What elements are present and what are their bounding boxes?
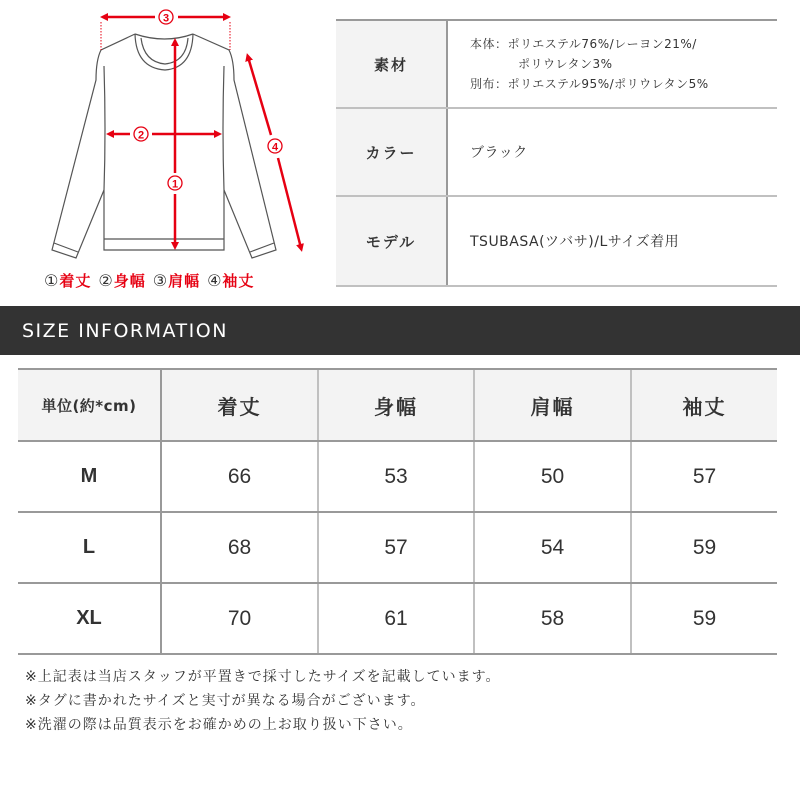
header-unit: 単位(約*cm) — [18, 369, 161, 441]
spec-value-material — [448, 21, 777, 107]
table-row — [18, 441, 777, 512]
note-tag-difference: ※タグに書かれたサイズと実寸が異なる場合がございます。 — [25, 693, 426, 709]
section-header-band — [0, 306, 800, 355]
spec-label-model: モデル — [336, 197, 448, 285]
size-label: L — [18, 512, 161, 583]
spec-label-color: カラー — [336, 109, 448, 195]
material-line-sub: 別布：ポリエステル95%/ポリウレタン5% — [470, 77, 709, 91]
material-line-body-cont: ポリウレタン3% — [518, 57, 613, 71]
header-length: 着丈 — [161, 369, 318, 441]
spec-row-color — [336, 109, 777, 197]
svg-text:1: 1 — [171, 178, 179, 191]
size-table-header-row — [18, 369, 777, 441]
measurement-legend — [44, 268, 304, 292]
legend-item-shoulder: ③ 肩幅 — [152, 270, 201, 290]
header-sleeve: 袖丈 — [631, 369, 777, 441]
header-chest: 身幅 — [318, 369, 474, 441]
spec-row-model — [336, 197, 777, 285]
cell-shoulder: 54 — [474, 512, 631, 583]
cell-shoulder: 58 — [474, 583, 631, 654]
header-shoulder: 肩幅 — [474, 369, 631, 441]
note-washing: ※洗濯の際は品質表示をお確かめの上お取り扱い下さい。 — [25, 717, 413, 733]
cell-sleeve: 59 — [631, 512, 777, 583]
cell-shoulder: 50 — [474, 441, 631, 512]
svg-text:4: 4 — [271, 141, 279, 154]
spec-value-model: TSUBASA(ツバサ)/Lサイズ着用 — [470, 234, 680, 250]
note-measurement: ※上記表は当店スタッフが平置きで採寸したサイズを記載しています。 — [25, 669, 501, 685]
legend-item-chest: ② 身幅 — [98, 270, 146, 290]
cell-length: 66 — [161, 441, 318, 512]
cell-sleeve: 57 — [631, 441, 777, 512]
table-row — [18, 583, 777, 654]
spec-value-color: ブラック — [470, 145, 528, 161]
cell-length: 68 — [161, 512, 318, 583]
product-spec-table — [336, 19, 777, 287]
cell-chest: 53 — [318, 441, 474, 512]
size-label: XL — [18, 583, 161, 654]
spec-row-material — [336, 21, 777, 109]
svg-text:2: 2 — [137, 129, 145, 142]
material-line-body: 本体：ポリエステル76%/レーヨン21%/ — [470, 37, 697, 51]
cell-chest: 57 — [318, 512, 474, 583]
cell-length: 70 — [161, 583, 318, 654]
legend-item-length: ① 着丈 — [44, 270, 92, 290]
size-table — [18, 368, 777, 655]
size-label: M — [18, 441, 161, 512]
cell-chest: 61 — [318, 583, 474, 654]
table-row — [18, 512, 777, 583]
notes — [25, 665, 785, 737]
cell-sleeve: 59 — [631, 583, 777, 654]
svg-text:3: 3 — [162, 12, 170, 25]
sweater-outline-icon — [0, 0, 330, 268]
legend-item-sleeve: ④ 袖丈 — [207, 270, 255, 290]
garment-diagram — [0, 0, 330, 300]
spec-label-material: 素材 — [336, 21, 448, 107]
section-title: SIZE INFORMATION — [22, 319, 228, 342]
